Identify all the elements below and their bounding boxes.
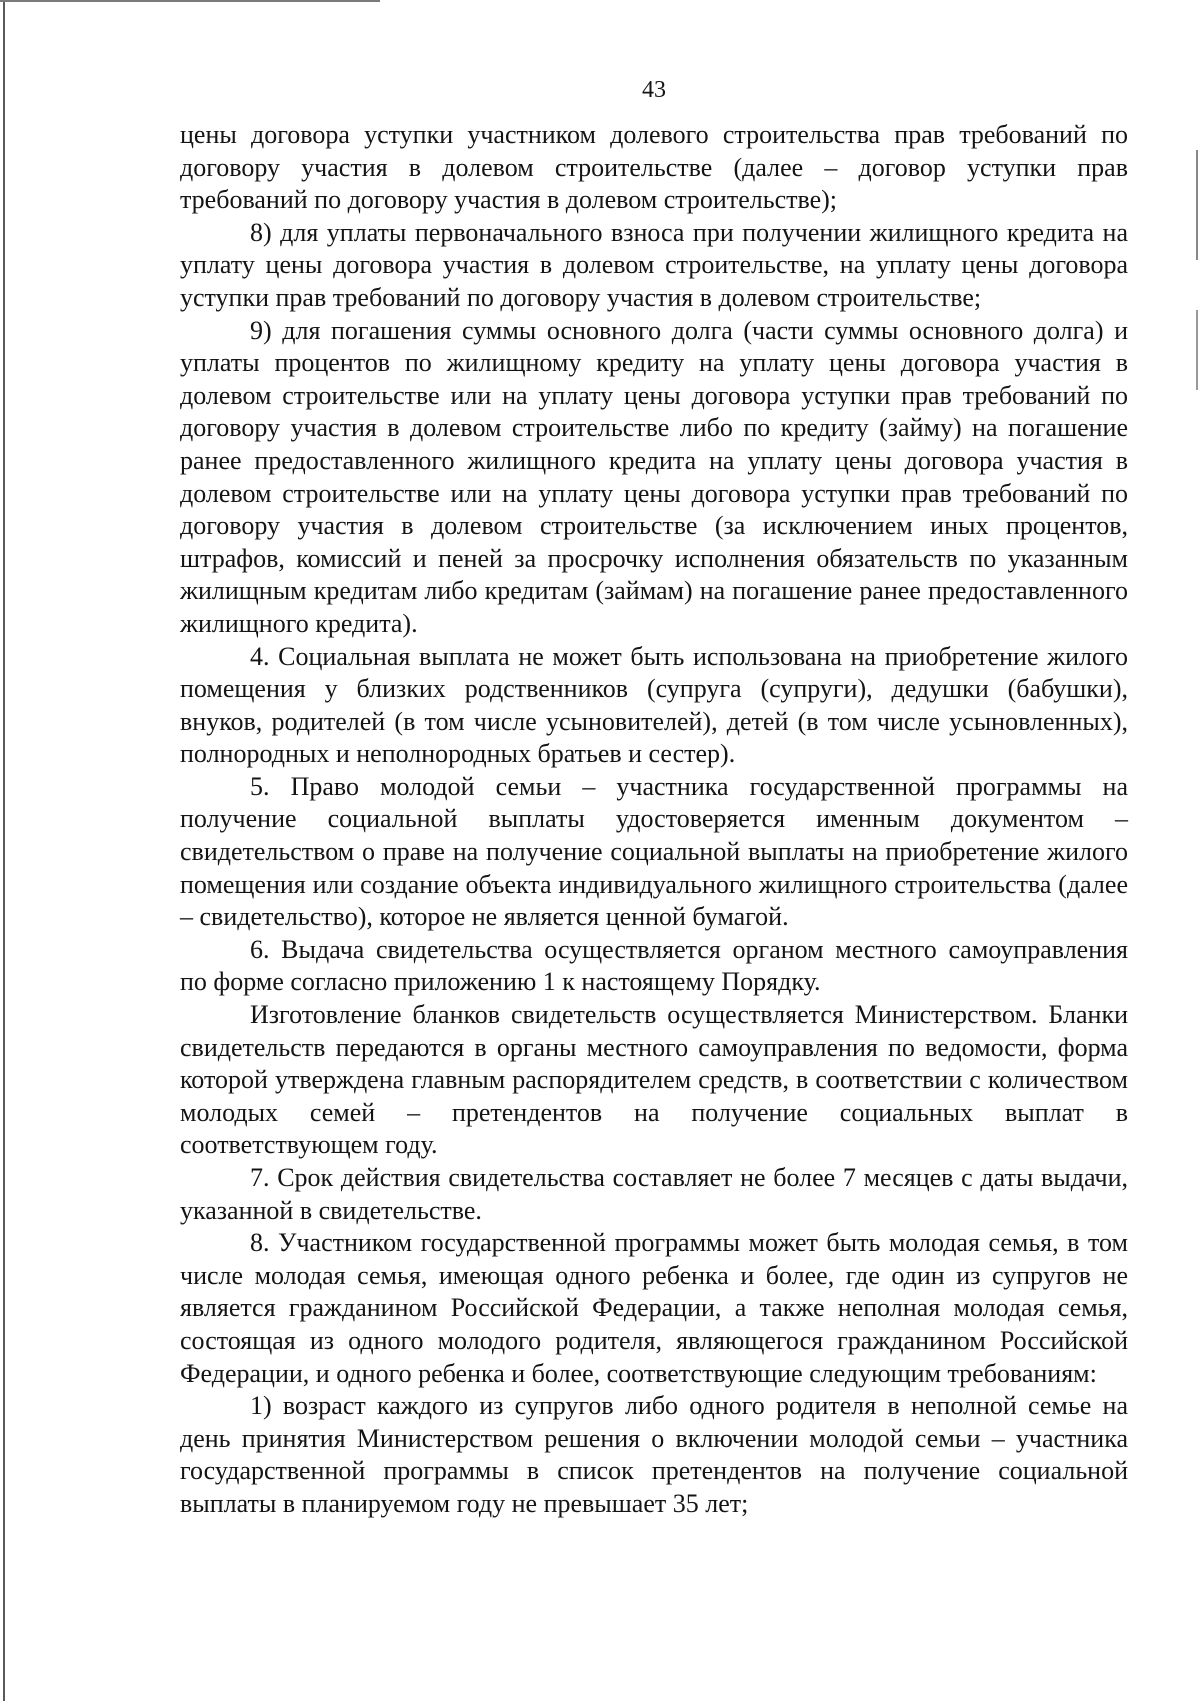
scan-edge-right — [1196, 310, 1198, 390]
paragraph-section-4: 4. Социальная выплата не может быть использована на приобретение жилого помещения у близких родственников (супруга (супруги), дедушки (бабушки), внуков, родителей (в том числе усыновителей), детей (в том числе усыновленных), полнородных и неполнородных братьев и сестер). — [180, 641, 1128, 769]
paragraph-continuation: цены договора уступки участником долевого строительства прав требований по договору участия в долевом строительстве (далее – договор уступки прав требований по договору участия в долевом строительстве); — [180, 120, 1128, 215]
paragraph-section-8: 8. Участником государственной программы может быть молодая семья, в том числе молодая семья, имеющая одного ребенка и более, где один из супругов не является гражданином Российской Федерации, а также неполная молодая семья, состоящая из одного молодого родителя, являющегося гражданином Российской Федерации, и одного ребенка и более, соответствующие следующим требованиям: — [180, 1228, 1128, 1388]
paragraph-section-6: 6. Выдача свидетельства осуществляется органом местного самоуправления по форме согласно приложению 1 к настоящему Порядку. — [180, 934, 1128, 997]
scan-edge-left — [3, 0, 5, 1701]
document-body — [180, 119, 1128, 1521]
paragraph-item-9: 9) для погашения суммы основного долга (части суммы основного долга) и уплаты процентов по жилищному кредиту на уплату цены договора участия в долевом строительстве или на уплату цены договора уступки прав требований по договору участия в долевом строительстве либо по кредиту (займу) на погашение ранее предоставленного жилищного кредита на уплату цены договора участия в долевом строительстве или на уплату цены договора уступки прав требований по договору участия в долевом строительстве (за исключением иных процентов, штрафов, комиссий и пеней за просрочку исполнения обязательств по указанным жилищным кредитам либо кредитам (займам) на погашение ранее предоставленного жилищного кредита). — [180, 315, 1128, 638]
paragraph-section-7: 7. Срок действия свидетельства составляет не более 7 месяцев с даты выдачи, указанной в свидетельстве. — [180, 1163, 1128, 1225]
page-number: 43 — [642, 77, 666, 103]
paragraph-requirement-1: 1) возраст каждого из супругов либо одного родителя в неполной семье на день принятия Министерством решения о включении молодой семьи – участника государственной программы в список претендентов на получение социальной выплаты в планируемом году не превышает 35 лет; — [180, 1391, 1128, 1518]
paragraph-blanks: Изготовление бланков свидетельств осуществляется Министерством. Бланки свидетельств передаются в органы местного самоуправления по ведомости, форма которой утверждена главным распорядителем средств, в соответствии с количеством молодых семей – претендентов на получение социальных выплат в соответствующем году. — [180, 1000, 1128, 1160]
paragraph-section-5: 5. Право молодой семьи – участника государственной программы на получение социальной выплаты удостоверяется именным документом – свидетельством о праве на получение социальной выплаты на приобретение жилого помещения или создание объекта индивидуального жилищного строительства (далее – свидетельство), которое не является ценной бумагой. — [180, 771, 1128, 932]
scan-edge-right — [1196, 150, 1198, 260]
scan-edge-top — [0, 0, 380, 2]
paragraph-item-8: 8) для уплаты первоначального взноса при получении жилищного кредита на уплату цены договора участия в долевом строительстве, на уплату цены договора уступки прав требований по договору участия в долевом строительстве; — [180, 217, 1128, 312]
